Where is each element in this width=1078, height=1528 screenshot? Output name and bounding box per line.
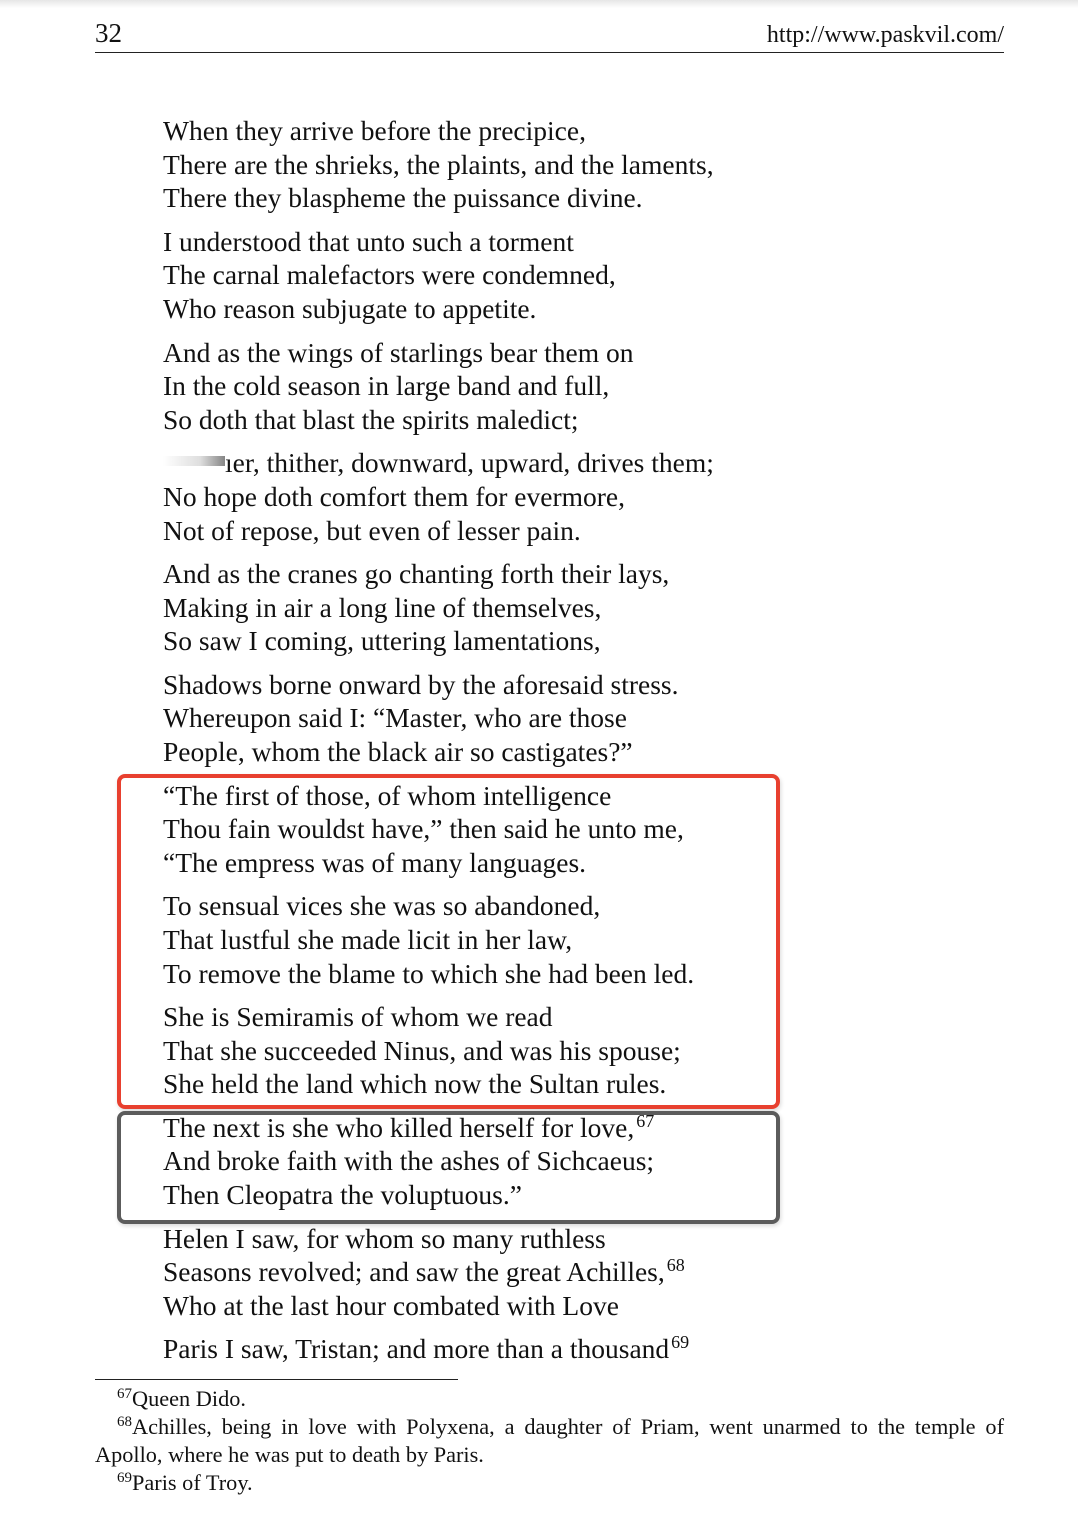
footnote-rule — [95, 1379, 458, 1380]
footnote-mark: 68 — [117, 1414, 132, 1430]
verse-line — [163, 1144, 863, 1178]
verse-line — [163, 624, 863, 658]
verse-line-text: In the cold season in large band and full, — [163, 370, 610, 402]
footnote-reference[interactable]: 67 — [636, 1110, 655, 1131]
verse-line-text: Then Cleopatra the voluptuous.” — [163, 1179, 522, 1211]
stanza — [163, 1111, 863, 1212]
verse-line — [163, 336, 863, 370]
verse-line-text: That lustful she made licit in her law, — [163, 923, 573, 955]
verse-line-text: “The empress was of many languages. — [163, 846, 587, 878]
stanza — [163, 668, 863, 769]
verse-line — [163, 591, 863, 625]
verse-line-text: Shadows borne onward by the aforesaid stress. — [163, 668, 679, 700]
verse-line — [163, 923, 863, 957]
verse-line-text: To sensual vices she was so abandoned, — [163, 890, 601, 922]
verse-line — [163, 258, 863, 292]
verse-line — [163, 114, 863, 148]
verse-line-text: She is Semiramis of whom we read — [163, 1001, 553, 1032]
verse-line — [163, 1289, 863, 1323]
stanza — [163, 114, 863, 215]
footnote-reference[interactable]: 69 — [671, 1332, 690, 1353]
verse-line-text: I understood that unto such a torment — [163, 225, 574, 257]
verse-line-text: Making in air a long line of themselves, — [163, 591, 602, 623]
page-number: 32 — [95, 18, 122, 48]
verse-line — [163, 148, 863, 182]
verse-line — [163, 1222, 863, 1256]
verse-line — [163, 292, 863, 326]
verse-line-text: Who at the last hour combated with Love — [163, 1289, 619, 1321]
verse-line-text: When they arrive before the precipice, — [163, 115, 586, 146]
verse-line-text: So doth that blast the spirits maledict; — [163, 403, 579, 435]
verse-line — [163, 369, 863, 403]
verse-line — [163, 1067, 863, 1101]
verse-line-text: Who reason subjugate to appetite. — [163, 293, 537, 325]
verse-line-text: And as the cranes go chanting forth their lays, — [163, 558, 670, 589]
verse-line — [163, 889, 863, 923]
verse-column — [163, 114, 863, 1376]
footnote-text: Queen Dido. — [132, 1386, 246, 1411]
verse-line — [163, 225, 863, 259]
verse-line-text: So saw I coming, uttering lamentations, — [163, 625, 601, 657]
stanza — [163, 1332, 863, 1366]
verse-line-text: Seasons revolved; and saw the great Achilles, — [163, 1256, 665, 1288]
verse-line — [163, 779, 863, 813]
stanza — [163, 336, 863, 437]
footnote — [95, 1385, 1004, 1413]
verse-line-text: The next is she who killed herself for love, — [163, 1111, 635, 1143]
faded-text-fragment — [163, 456, 225, 466]
verse-line-text: The carnal malefactors were condemned, — [163, 259, 616, 291]
verse-line-text: Paris I saw, Tristan; and more than a thousand — [163, 1333, 670, 1365]
footnotes — [95, 1385, 1004, 1497]
verse-line — [163, 735, 863, 769]
verse-line — [163, 846, 863, 880]
verse-line-text: And broke faith with the ashes of Sichcaeus; — [163, 1145, 655, 1177]
verse-line-text: There they blaspheme the puissance divine. — [163, 182, 643, 214]
verse-line-text: That she succeeded Ninus, and was his spouse; — [163, 1034, 681, 1066]
verse-line-text: “The first of those, of whom intelligence — [163, 779, 612, 811]
verse-line — [163, 181, 863, 215]
stanza — [163, 446, 863, 547]
footnote — [95, 1413, 1004, 1469]
footnote-text: Achilles, being in love with Polyxena, a daughter of Priam, went unarmed to the temple of Apollo, where he was put to death by Paris. — [95, 1414, 1004, 1467]
verse-line — [163, 1034, 863, 1068]
stanza — [163, 557, 863, 658]
verse-line — [163, 668, 863, 702]
verse-line — [163, 403, 863, 437]
verse-line — [163, 701, 863, 735]
verse-line — [163, 1255, 863, 1289]
verse-line-text: No hope doth comfort them for evermore, — [163, 480, 626, 512]
stanza — [163, 889, 863, 990]
footnote — [95, 1469, 1004, 1497]
footnote-mark: 67 — [117, 1386, 132, 1402]
verse-line-text: ıer, thither, downward, upward, drives them; — [225, 447, 714, 479]
verse-line — [163, 1332, 863, 1366]
stanza — [163, 1222, 863, 1323]
verse-line-text: Thou fain wouldst have,” then said he unto me, — [163, 813, 684, 845]
verse-line-text: And as the wings of starlings bear them on — [163, 336, 634, 368]
footnote-reference[interactable]: 68 — [666, 1255, 685, 1276]
footnote-text: Paris of Troy. — [132, 1470, 253, 1495]
verse-line-text: People, whom the black air so castigates?” — [163, 736, 633, 768]
verse-line-text: Not of repose, but even of lesser pain. — [163, 514, 581, 546]
verse-line — [163, 1178, 863, 1212]
verse-line — [163, 812, 863, 846]
header-url-link[interactable]: http://www.paskvil.com/ — [766, 22, 1004, 48]
verse-line-text: Whereupon said I: “Master, who are those — [163, 702, 627, 734]
verse-line — [163, 514, 863, 548]
verse-line-text: She held the land which now the Sultan rules. — [163, 1068, 667, 1100]
stanza — [163, 225, 863, 326]
verse-line-text: Helen I saw, for whom so many ruthless — [163, 1222, 606, 1254]
verse-line — [163, 480, 863, 514]
footnote-mark: 69 — [117, 1470, 132, 1486]
verse-line — [163, 957, 863, 991]
running-head — [95, 16, 1004, 53]
verse-line — [163, 1000, 863, 1034]
verse-line — [163, 446, 863, 480]
verse-line — [163, 557, 863, 591]
verse-line-text: To remove the blame to which she had been led. — [163, 957, 695, 989]
verse-line — [163, 1111, 863, 1145]
verse-line-text: There are the shrieks, the plaints, and the laments, — [163, 148, 714, 180]
stanza — [163, 1000, 863, 1101]
stanza — [163, 779, 863, 880]
page-top-shadow — [0, 0, 1078, 8]
